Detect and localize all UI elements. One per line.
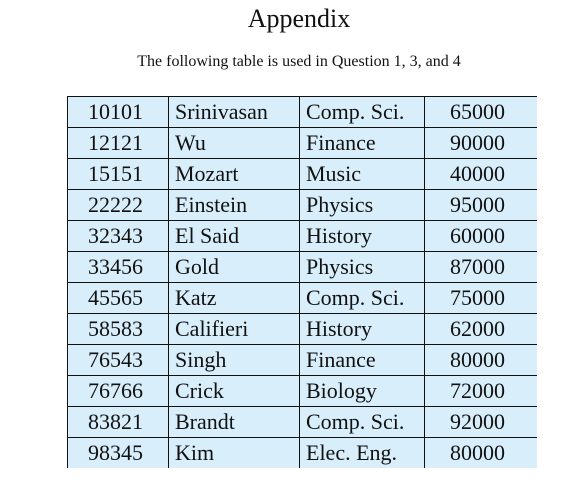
- name-cell: Kim: [169, 438, 300, 469]
- table-row: [68, 252, 538, 283]
- salary-cell: 80000: [425, 345, 538, 376]
- table-row: [68, 345, 538, 376]
- salary-cell: 62000: [425, 314, 538, 345]
- department-cell: Comp. Sci.: [300, 407, 425, 438]
- table-row: [68, 159, 538, 190]
- table-row: [68, 376, 538, 407]
- table-row: [68, 283, 538, 314]
- name-cell: Wu: [169, 128, 300, 159]
- department-cell: Music: [300, 159, 425, 190]
- table-caption: The following table is used in Question 1, 3, and 4: [137, 53, 461, 70]
- name-cell: Crick: [169, 376, 300, 407]
- salary-cell: 92000: [425, 407, 538, 438]
- instructor-table-container: [67, 96, 537, 468]
- department-cell: Comp. Sci.: [300, 97, 425, 128]
- salary-cell: 72000: [425, 376, 538, 407]
- table-row: [68, 314, 538, 345]
- name-cell: Gold: [169, 252, 300, 283]
- salary-cell: 75000: [425, 283, 538, 314]
- table-row: [68, 438, 538, 469]
- salary-cell: 87000: [425, 252, 538, 283]
- name-cell: Srinivasan: [169, 97, 300, 128]
- id-cell: 83821: [68, 407, 169, 438]
- name-cell: Singh: [169, 345, 300, 376]
- salary-cell: 95000: [425, 190, 538, 221]
- id-cell: 12121: [68, 128, 169, 159]
- table-body: [68, 97, 538, 469]
- name-cell: Califieri: [169, 314, 300, 345]
- name-cell: Einstein: [169, 190, 300, 221]
- salary-cell: 60000: [425, 221, 538, 252]
- id-cell: 32343: [68, 221, 169, 252]
- salary-cell: 80000: [425, 438, 538, 469]
- id-cell: 10101: [68, 97, 169, 128]
- id-cell: 58583: [68, 314, 169, 345]
- department-cell: Finance: [300, 128, 425, 159]
- salary-cell: 90000: [425, 128, 538, 159]
- name-cell: Mozart: [169, 159, 300, 190]
- id-cell: 33456: [68, 252, 169, 283]
- table-row: [68, 97, 538, 128]
- department-cell: Comp. Sci.: [300, 283, 425, 314]
- department-cell: Physics: [300, 252, 425, 283]
- name-cell: El Said: [169, 221, 300, 252]
- department-cell: Physics: [300, 190, 425, 221]
- department-cell: Finance: [300, 345, 425, 376]
- id-cell: 22222: [68, 190, 169, 221]
- table-row: [68, 221, 538, 252]
- department-cell: History: [300, 314, 425, 345]
- name-cell: Katz: [169, 283, 300, 314]
- id-cell: 76766: [68, 376, 169, 407]
- instructor-table: [67, 96, 537, 468]
- id-cell: 98345: [68, 438, 169, 469]
- department-cell: History: [300, 221, 425, 252]
- salary-cell: 40000: [425, 159, 538, 190]
- table-row: [68, 128, 538, 159]
- page-title: Appendix: [247, 4, 351, 33]
- table-row: [68, 407, 538, 438]
- id-cell: 76543: [68, 345, 169, 376]
- id-cell: 45565: [68, 283, 169, 314]
- id-cell: 15151: [68, 159, 169, 190]
- department-cell: Elec. Eng.: [300, 438, 425, 469]
- department-cell: Biology: [300, 376, 425, 407]
- salary-cell: 65000: [425, 97, 538, 128]
- name-cell: Brandt: [169, 407, 300, 438]
- table-row: [68, 190, 538, 221]
